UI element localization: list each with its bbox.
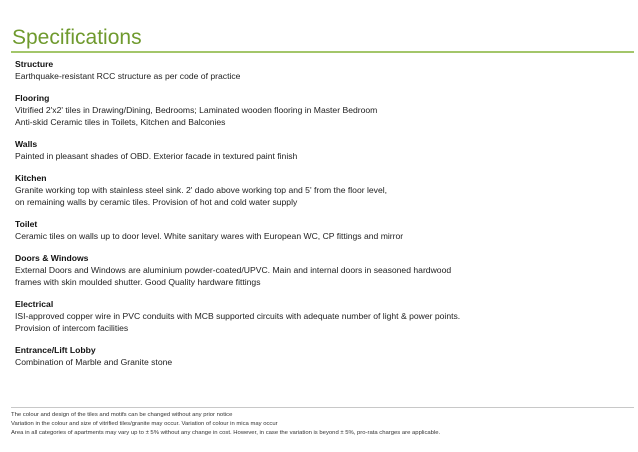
spec-line: Earthquake-resistant RCC structure as per code of practice [15,71,241,81]
spec-heading: Flooring [15,93,50,103]
spec-section-entrance-lobby [15,344,630,368]
spec-heading: Electrical [15,299,54,309]
footer-note: Variation in the colour and size of vitrified tiles/granite may occur. Variation of colour in mica may occur [11,421,278,427]
page-title: Specifications [12,26,142,49]
spec-line: frames with skin moulded shutter. Good Quality hardware fittings [15,277,261,287]
spec-line: ISI-approved copper wire in PVC conduits with MCB supported circuits with adequate number of light & power points. [15,311,461,321]
spec-line: Combination of Marble and Granite stone [15,357,173,367]
spec-line: on remaining walls by ceramic tiles. Provision of hot and cold water supply [15,197,298,207]
spec-section-flooring [15,92,630,128]
spec-heading: Doors & Windows [15,253,89,263]
footer-note: The colour and design of the tiles and motifs can be changed without any prior notice [11,412,233,418]
spec-heading: Walls [15,139,38,149]
title-divider [11,51,634,53]
spec-line: External Doors and Windows are aluminium powder-coated/UPVC. Main and internal doors in seasoned hardwood [15,265,452,275]
spec-line: Ceramic tiles on walls up to door level. White sanitary wares with European WC, CP fittings and mirror [15,231,404,241]
footer-divider [11,407,634,408]
spec-section-kitchen [15,172,630,208]
spec-line: Painted in pleasant shades of OBD. Exterior facade in textured paint finish [15,151,298,161]
spec-section-structure [15,58,630,82]
spec-heading: Toilet [15,219,38,229]
spec-section-electrical [15,298,630,334]
specifications-list [15,58,630,378]
spec-heading: Structure [15,59,54,69]
spec-heading: Kitchen [15,173,47,183]
footer-note: Area in all categories of apartments may vary up to ± 5% without any change in cost. However, in case the variation is beyond ± 5%, pro-rata charges are applicable. [11,430,441,436]
spec-section-walls [15,138,630,162]
spec-line: Provision of intercom facilities [15,323,129,333]
spec-line: Granite working top with stainless steel sink. 2' dado above working top and 5' from the floor level, [15,185,388,195]
spec-line: Vitrified 2'x2' tiles in Drawing/Dining, Bedrooms; Laminated wooden flooring in Master Bedroom [15,105,378,115]
spec-section-doors-windows [15,252,630,288]
spec-heading: Entrance/Lift Lobby [15,345,96,355]
footer-notes [11,411,631,438]
spec-line: Anti-skid Ceramic tiles in Toilets, Kitchen and Balconies [15,117,226,127]
spec-section-toilet [15,218,630,242]
